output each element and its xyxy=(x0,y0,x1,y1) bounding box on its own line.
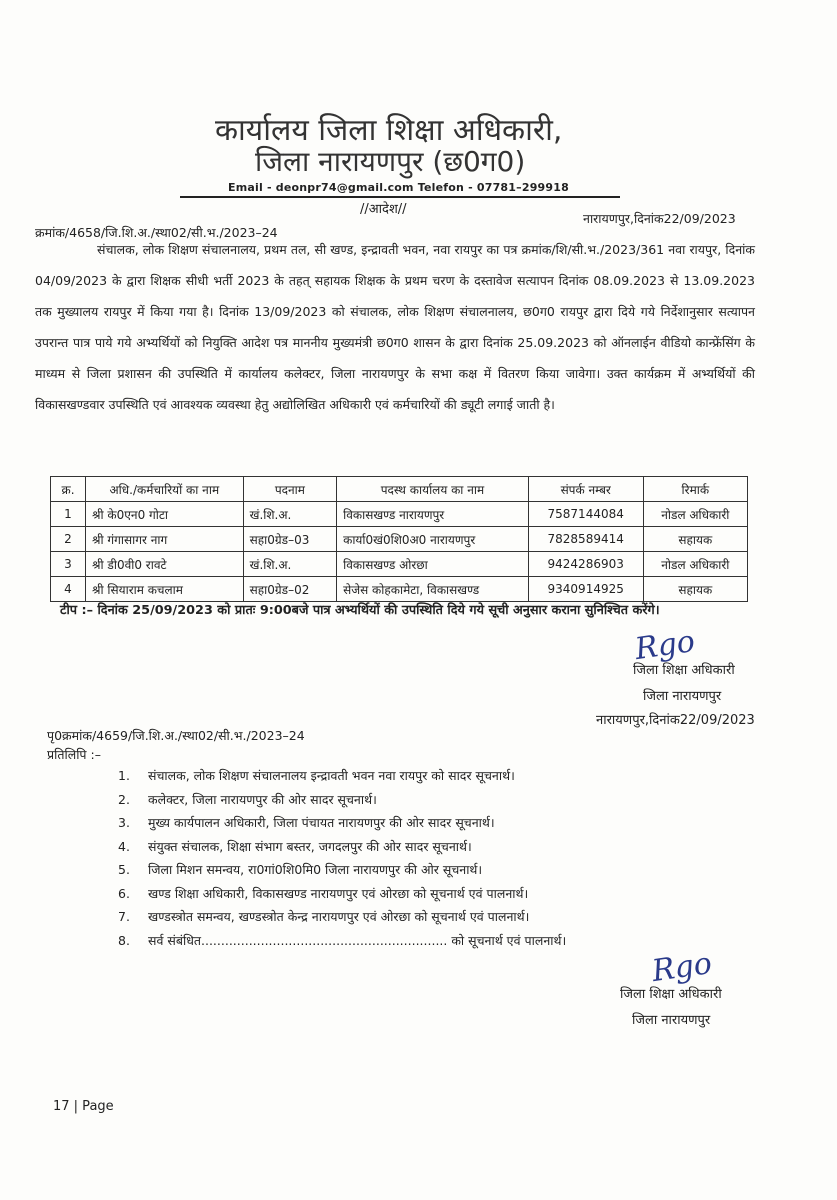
item-number: 7. xyxy=(118,909,130,924)
cell-serial: 3 xyxy=(51,552,86,577)
cell-name: श्री के0एन0 गोटा xyxy=(86,502,244,527)
cell-remark: सहायक xyxy=(643,577,747,602)
order-ref-number: क्रमांक/4658/जि.शि.अ./स्था02/सी.भ./2023–24 xyxy=(35,225,278,240)
item-text: संचालक, लोक शिक्षण संचालनालय इन्द्रावती भवन नवा रायपुर को सादर सूचनार्थ। xyxy=(148,768,515,783)
col-remark: रिमार्क xyxy=(643,477,747,502)
item-text: जिला मिशन समन्वय, रा0गां0शि0मि0 जिला नारायणपुर की ओर सूचनार्थ। xyxy=(148,862,483,877)
item-text: खण्ड शिक्षा अधिकारी, विकासखण्ड नारायणपुर एवं ओरछा को सूचनार्थ एवं पालनार्थ। xyxy=(148,885,529,901)
table-row xyxy=(51,577,748,602)
signature-mark: Rgo xyxy=(649,946,715,989)
duty-table xyxy=(50,476,748,602)
cell-contact: 9340914925 xyxy=(528,577,643,602)
item-text: मुख्य कार्यपालन अधिकारी, जिला पंचायत नारायणपुर की ओर सादर सूचनार्थ। xyxy=(148,815,495,830)
list-item xyxy=(118,858,566,882)
signatory-district: जिला नारायणपुर xyxy=(632,1013,711,1028)
item-text: सर्व संबंधित.............................................................. को सूचनार्थ एवं पालनार्थ। xyxy=(148,932,567,948)
list-item xyxy=(118,764,566,788)
cell-remark: नोडल अधिकारी xyxy=(643,502,747,527)
cell-name: श्री डी0वी0 रावटे xyxy=(86,552,244,577)
col-name: अधि./कर्मचारियों का नाम xyxy=(86,477,244,502)
copy-label: प्रतिलिपि :– xyxy=(47,747,101,762)
col-designation: पदनाम xyxy=(243,477,336,502)
page-number: 17 | Page xyxy=(53,1099,114,1114)
table-row xyxy=(51,527,748,552)
item-text: खण्डस्त्रोत समन्वय, खण्डस्त्रोत केन्द्र नारायणपुर एवं ओरछा को सूचनार्थ एवं पालनार्थ। xyxy=(148,909,530,924)
col-office: पदस्थ कार्यालय का नाम xyxy=(337,477,529,502)
copy-ref-number: पृ0क्रमांक/4659/जि.शि.अ./स्था02/सी.भ./2023–24 xyxy=(47,728,305,743)
office-title: कार्यालय जिला शिक्षा अधिकारी, xyxy=(215,113,563,148)
cell-name: श्री सियाराम कचलाम xyxy=(86,577,244,602)
item-text: संयुक्त संचालक, शिक्षा संभाग बस्तर, जगदलपुर की ओर सादर सूचनार्थ। xyxy=(148,838,472,854)
table-header-row xyxy=(51,477,748,502)
cell-contact: 7828589414 xyxy=(528,527,643,552)
cell-designation: खं.शि.अ. xyxy=(243,502,336,527)
order-body xyxy=(35,234,755,420)
table-row xyxy=(51,502,748,527)
note-line: टीप :– दिनांक 25/09/2023 को प्रातः 9:00बजे पात्र अभ्यर्थियों की उपस्थिति दिये गये सूची अनुसार कराना सुनिश्चित करेंगे। xyxy=(60,603,660,618)
cell-contact: 7587144084 xyxy=(528,502,643,527)
office-district: जिला नारायणपुर (छ0ग0) xyxy=(255,145,526,178)
cell-office: विकासखण्ड ओरछा xyxy=(337,552,529,577)
list-item xyxy=(118,811,566,835)
item-number: 1. xyxy=(118,768,130,783)
item-number: 2. xyxy=(118,791,130,807)
cell-designation: सहा0ग्रेड–02 xyxy=(243,577,336,602)
cell-designation: सहा0ग्रेड–03 xyxy=(243,527,336,552)
order-body-text: संचालक, लोक शिक्षण संचालनालय, प्रथम तल, सी खण्ड, इन्द्रावती भवन, नवा रायपुर का पत्र क्रमांक/शि/सी.भ./2023/361 नवा रायपुर, दिनांक 04/09/2023 के द्वारा शिक्षक सीधी भर्ती 2023 के तहत् सहायक शिक्षक के प्रथम चरण के दस्तावेज सत्यापन दिनांक 08.09.2023 से 13.09.2023 तक मुख्यालय रायपुर में किया गया है। दिनांक 13/09/2023 को संचालक, लोक शिक्षण संचालनालय, छ0ग0 रायपुर द्वारा दिये गये निर्देशानुसार सत्यापन उपरान्त पात्र पाये गये अभ्यर्थियों को नियुक्ति आदेश पत्र माननीय मुख्यमंत्री छ0ग0 शासन के द्वारा दिनांक 25.09.2023 को ऑनलाईन वीडियो कान्फ्रेंसिंग के माध्यम से जिला प्रशासन की उपस्थिति में कार्यालय कलेक्टर, जिला नारायणपुर के सभा कक्ष में वितरण किया जावेगा। उक्त कार्यक्रम में अभ्यर्थियों की विकासखण्डवार उपस्थिति एवं आवश्यक व्यवस्था हेतु अद्योलिखित अधिकारी एवं कर्मचारियों की ड्यूटी लगाई जाती है। xyxy=(35,242,755,412)
order-label: //आदेश// xyxy=(360,202,407,217)
item-number: 3. xyxy=(118,815,130,830)
list-item xyxy=(118,835,566,859)
signatory-title: जिला शिक्षा अधिकारी xyxy=(633,663,735,678)
list-item xyxy=(118,905,566,929)
signature-mark: Rgo xyxy=(632,624,698,667)
item-number: 8. xyxy=(118,932,130,948)
cell-remark: नोडल अधिकारी xyxy=(643,552,747,577)
col-serial: क्र. xyxy=(51,477,86,502)
cell-office: विकासखण्ड नारायणपुर xyxy=(337,502,529,527)
table-row xyxy=(51,552,748,577)
item-number: 6. xyxy=(118,885,130,901)
copy-list xyxy=(118,764,566,952)
item-number: 4. xyxy=(118,838,130,854)
list-item xyxy=(118,929,566,953)
order-place-date: नारायणपुर,दिनांक22/09/2023 xyxy=(583,211,736,226)
cell-serial: 2 xyxy=(51,527,86,552)
contact-line: Email - deonpr74@gmail.com Telefon - 07781–299918 xyxy=(228,181,569,194)
cell-designation: खं.शि.अ. xyxy=(243,552,336,577)
cell-office: सेजेस कोहकामेटा, विकासखण्ड xyxy=(337,577,529,602)
cell-serial: 4 xyxy=(51,577,86,602)
cell-contact: 9424286903 xyxy=(528,552,643,577)
list-item xyxy=(118,882,566,906)
item-text: कलेक्टर, जिला नारायणपुर की ओर सादर सूचनार्थ। xyxy=(148,791,377,807)
signatory-title: जिला शिक्षा अधिकारी xyxy=(620,987,722,1002)
signature-date: नारायणपुर,दिनांक22/09/2023 xyxy=(596,713,755,728)
header-divider xyxy=(180,196,620,198)
cell-serial: 1 xyxy=(51,502,86,527)
col-contact: संपर्क नम्बर xyxy=(528,477,643,502)
signatory-district: जिला नारायणपुर xyxy=(643,689,722,704)
cell-remark: सहायक xyxy=(643,527,747,552)
cell-office: कार्या0खं0शि0अ0 नारायणपुर xyxy=(337,527,529,552)
list-item xyxy=(118,788,566,812)
cell-name: श्री गंगासागर नाग xyxy=(86,527,244,552)
item-number: 5. xyxy=(118,862,130,877)
